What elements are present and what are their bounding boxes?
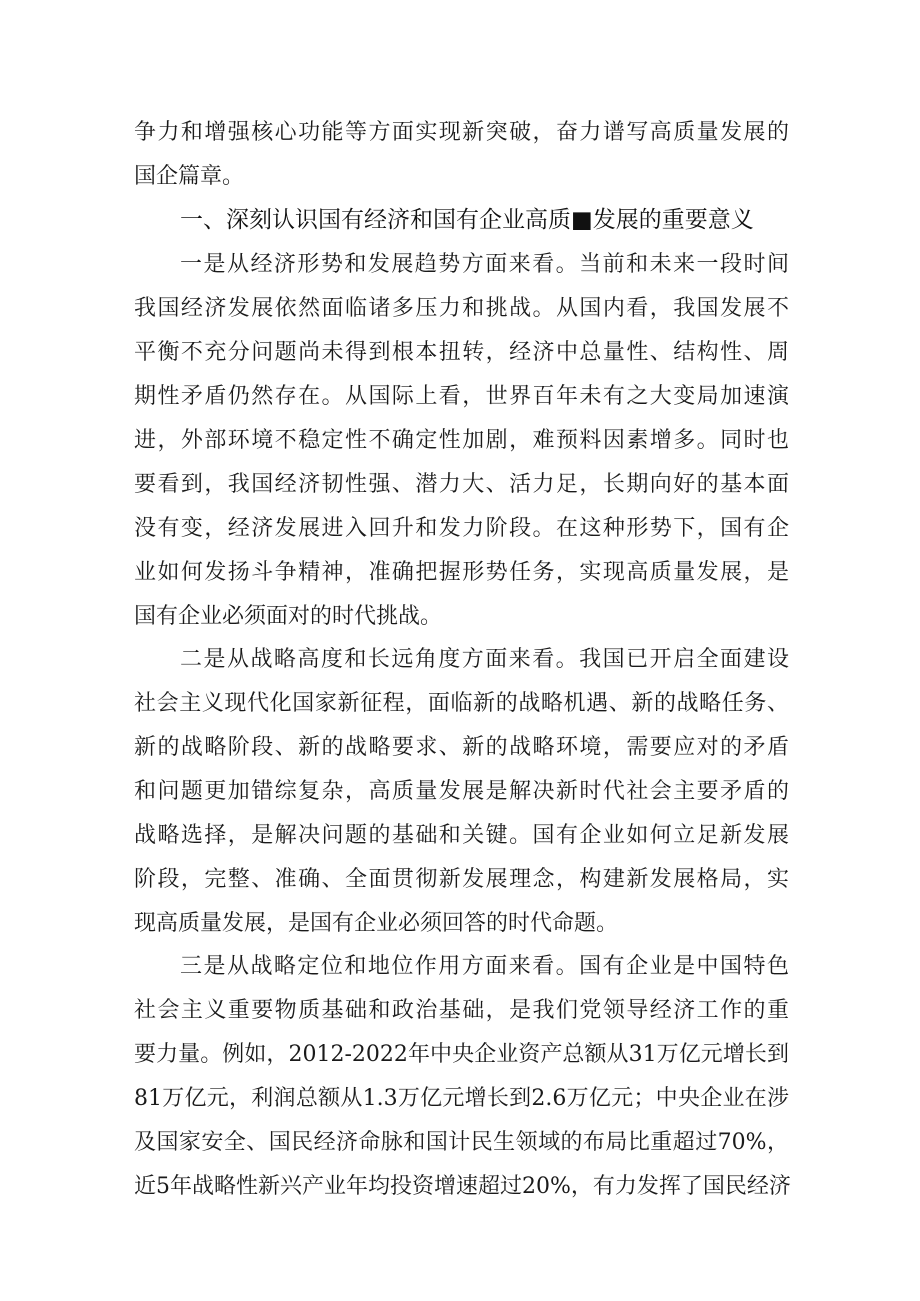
paragraph2-line-3: 新的战略阶段、新的战略要求、新的战略环境，需要应对的矛盾 bbox=[134, 735, 789, 760]
paragraph1-line-3: 平衡不充分问题尚未得到根本扭转，经济中总量性、结构性、周 bbox=[134, 340, 789, 365]
paragraph2-line-5: 战略选择，是解决问题的基础和关键。国有企业如何立足新发展 bbox=[134, 823, 789, 848]
paragraph3-line-5: 及国家安全、国民经济命脉和国计民生领域的布局比重超过70%， bbox=[134, 1130, 789, 1155]
section-heading: 一、深刻认识国有经济和国有企业高质■发展的重要意义 bbox=[180, 207, 754, 233]
paragraph3-line-3: 要力量。例如，2012-2022年中央企业资产总额从31万亿元增长到 bbox=[134, 1042, 789, 1067]
paragraph2-line-4: 和问题更加错综复杂，高质量发展是解决新时代社会主要矛盾的 bbox=[134, 779, 789, 804]
paragraph2-line-6: 阶段，完整、准确、全面贯彻新发展理念，构建新发展格局，实 bbox=[134, 867, 789, 892]
paragraph1-line-9: 国有企业必须面对的时代挑战。 bbox=[134, 604, 443, 629]
paragraph3-line-6: 近5年战略性新兴产业年均投资增速超过20%，有力发挥了国民经济 bbox=[134, 1174, 791, 1199]
paragraph1-line-6: 要看到，我国经济韧性强、潜力大、活力足，长期向好的基本面 bbox=[134, 472, 789, 497]
paragraph2-line-1: 二是从战略高度和长远角度方面来看。我国已开启全面建设 bbox=[180, 647, 789, 672]
intro-line-2: 国企篇章。 bbox=[134, 164, 245, 189]
paragraph2-line-2: 社会主义现代化国家新征程，面临新的战略机遇、新的战略任务、 bbox=[134, 691, 789, 716]
paragraph1-line-4: 期性矛盾仍然存在。从国际上看，世界百年未有之大变局加速演 bbox=[134, 384, 789, 409]
paragraph1-line-1: 一是从经济形势和发展趋势方面来看。当前和未来一段时间 bbox=[180, 252, 789, 277]
paragraph1-line-7: 没有变，经济发展进入回升和发力阶段。在这种形势下，国有企 bbox=[134, 516, 789, 541]
paragraph3-line-4: 81万亿元，利润总额从1.3万亿元增长到2.6万亿元；中央企业在涉 bbox=[134, 1086, 789, 1111]
paragraph3-line-2: 社会主义重要物质基础和政治基础，是我们党领导经济工作的重 bbox=[134, 998, 789, 1023]
paragraph3-line-1: 三是从战略定位和地位作用方面来看。国有企业是中国特色 bbox=[180, 954, 789, 979]
paragraph1-line-2: 我国经济发展依然面临诸多压力和挑战。从国内看，我国发展不 bbox=[134, 296, 789, 321]
intro-line-1: 争力和增强核心功能等方面实现新突破，奋力谱写高质量发展的 bbox=[134, 120, 789, 145]
paragraph2-line-7: 现高质量发展，是国有企业必须回答的时代命题。 bbox=[134, 911, 619, 936]
paragraph1-line-8: 业如何发扬斗争精神，准确把握形势任务，实现高质量发展，是 bbox=[134, 560, 789, 585]
paragraph1-line-5: 进，外部环境不稳定性不确定性加剧，难预料因素增多。同时也 bbox=[134, 428, 789, 453]
